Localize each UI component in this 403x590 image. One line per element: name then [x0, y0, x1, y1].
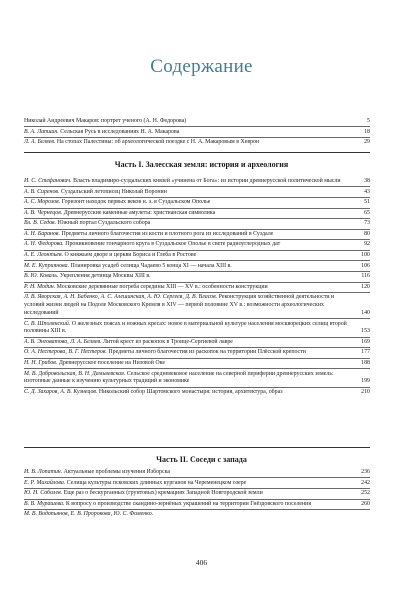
section-divider [24, 152, 370, 153]
toc-entry-title: Реконструкция хозяйственной деятельности и условий жизни людей на Подоле Московского Кремля в XIV — первой половине XV в.: возможности археологических исследований [24, 294, 335, 316]
toc-entry-page: 5 [367, 118, 370, 124]
toc-entry-text [24, 263, 358, 271]
toc-entry-text [24, 220, 358, 228]
toc-entry-page: 92 [364, 241, 370, 248]
toc-entry [24, 349, 370, 357]
toc-entry-author: Р. Н. Модин. [24, 283, 56, 290]
toc-entry-author: А. Н. Федорова. [24, 241, 64, 248]
toc-entry-page: 18 [364, 128, 370, 135]
toc-entry-author: О. А. Нестерова, В. Г. Нестеров. [24, 349, 107, 356]
entry-divider [24, 488, 370, 489]
entry-divider [24, 337, 370, 338]
toc-entry-text [24, 360, 358, 368]
toc-entry [24, 252, 370, 260]
toc-entry-author: М. В. Добровольская, В. Н. Дамьяевская. [24, 370, 126, 377]
toc-entry [24, 490, 370, 498]
toc-entry-title: Планировка усадеб селища Чадаево 5 конца XI — начала XIII в. [70, 262, 232, 269]
toc-entry-author: Л. В. Яворская, А. Н. Бабенко, А. С. Алешинская, А. Ю. Сергеев, Д. В. Власов. [24, 294, 218, 301]
toc-entry-title: Селища культуры псковских длинных курганов на Череменецком озере [66, 479, 247, 486]
toc-entry-text [24, 294, 358, 317]
toc-entry-title: Южный портал Суздальского собора [57, 220, 151, 227]
toc-entry-author: Е. Р. Михайлова. [24, 479, 66, 486]
toc-entry [24, 220, 370, 228]
part1-heading: Часть I. Залесская земля: история и археология [114, 160, 289, 169]
toc-entry-title: Суздальский летописец Николай Воронин [60, 188, 167, 195]
toc-entry [24, 129, 370, 137]
toc-entry-author: Л. А. Беляев. [24, 139, 56, 146]
entry-divider [24, 477, 370, 478]
toc-entry-page: 188 [361, 360, 370, 367]
toc-entry-text [24, 199, 358, 207]
toc-entry-text [24, 273, 358, 281]
toc-entry-text [24, 178, 358, 186]
toc-entry-author: В. Ю. Коваль. [24, 273, 59, 280]
toc-entry-page: 65 [364, 209, 370, 216]
toc-entry [24, 231, 370, 239]
toc-entry-text [24, 501, 358, 509]
toc-entry-text [24, 371, 358, 387]
toc-entry-text [24, 241, 358, 249]
part2-heading: Часть II. Соседи с запада [156, 455, 247, 464]
toc-entry-text [24, 139, 358, 147]
toc-entry-title: Еще раз о бескурганных (грунтовых) кремациях Западной Новгородской земли [63, 490, 263, 497]
toc-entry-page: 80 [364, 230, 370, 237]
toc-entry-text [24, 511, 358, 519]
entry-divider [24, 229, 370, 230]
entry-divider [24, 186, 370, 187]
entry-divider [24, 387, 370, 388]
toc-entry [24, 139, 370, 147]
toc-entry-page: 153 [361, 328, 370, 335]
toc-entry-page: 73 [364, 220, 370, 227]
toc-entry-author: В. В. Мурашева. [24, 500, 65, 507]
entry-divider [24, 250, 370, 251]
toc-entry [24, 241, 370, 249]
toc-entry [24, 360, 370, 368]
toc-entry-title: О железных поясах и ножных кресах: новое в материальной культуре населения москворецких селищ второй половины XIII в. [24, 320, 347, 335]
toc-entry [24, 284, 370, 292]
toc-entry-title: Древнерусские каменные амулеты: христианская символика [63, 209, 216, 216]
toc-entry-title: Никольский собор Шартомского монастыря: история, архитектура, образ [98, 389, 283, 396]
toc-entry-author: А. Е. Леонтьев. [24, 252, 64, 259]
toc-entry-page: 252 [361, 490, 370, 497]
toc-entry-title: Предметы личного благочестия из раскопок на территории Плёсской крепости [108, 349, 306, 356]
toc-entry-page: 236 [361, 469, 370, 475]
toc-entry-text [24, 118, 358, 126]
toc-entry-author: А. С. Морозов. [24, 199, 61, 206]
toc-entry-text [24, 480, 358, 488]
toc-entry [24, 118, 370, 126]
toc-entry [24, 189, 370, 197]
toc-entry-author: И. С. Стефанович. [24, 178, 72, 184]
toc-entry-page: 210 [361, 389, 370, 396]
entry-divider [24, 271, 370, 272]
toc-entry-text [24, 189, 358, 197]
toc-entry-page: 100 [361, 252, 370, 259]
toc-entry-author: С. В. Шполянский. [24, 320, 71, 327]
toc-entry-author: А. В. Чернецов. [24, 209, 63, 216]
toc-entry-page: 51 [364, 199, 370, 206]
part2-entries [24, 469, 370, 519]
toc-entry-title: Предметы личного благочестия из кости и плотного рога из исследований в Суздале [61, 230, 274, 237]
toc-entry-text [24, 252, 358, 260]
page-number: 406 [195, 558, 208, 567]
toc-entry-title: Актуальные проблемы изучения Изборска [63, 469, 170, 475]
part1-entries [24, 178, 370, 397]
toc-entry-title: Укрепления детинца Москвы XIII в. [59, 273, 151, 280]
toc-entry [24, 273, 370, 281]
entry-divider [24, 509, 370, 510]
intro-entries [24, 118, 370, 147]
toc-entry-page: 43 [364, 188, 370, 195]
toc-entry-author: А. Н. Баранов. [24, 230, 60, 237]
toc-entry [24, 178, 370, 186]
toc-entry-text [24, 210, 358, 218]
toc-entry-title: Власть владимиро-суздальских князей «учинена от Бога»: из истории древнерусской политической мысли [73, 178, 341, 184]
toc-entry [24, 480, 370, 488]
toc-entry-page: 169 [361, 338, 370, 345]
toc-entry-author: А. В. Энговатова, Л. А. Беляев. [24, 338, 102, 345]
toc-entry-text [24, 389, 358, 397]
toc-entry-text [24, 469, 358, 477]
toc-entry-page: 260 [361, 500, 370, 507]
toc-entry-text [24, 339, 358, 347]
entry-divider [24, 137, 370, 138]
toc-entry-page: 29 [364, 139, 370, 146]
entry-divider [24, 282, 370, 283]
toc-entry-title: Проникновение гончарного круга в Суздальское Ополье в свете радиоуглеродных дат [65, 241, 281, 248]
toc-entry-title: Литой крест из раскопок в Троице-Сергиевой лавре [103, 338, 233, 345]
toc-entry-author: Ю. Н. Соболев. [24, 490, 63, 497]
toc-entry-page: 199 [361, 378, 370, 385]
toc-entry-author: В. А. Лапшин. [24, 128, 59, 135]
toc-entry-title: Горизонт находок первых веков н. э. в Суздальском Ополье [61, 199, 211, 206]
toc-entry [24, 501, 370, 509]
toc-entry-page: 140 [361, 309, 370, 316]
toc-entry-text [24, 321, 358, 337]
toc-entry [24, 294, 370, 317]
section-divider [24, 447, 370, 448]
toc-entry [24, 210, 370, 218]
toc-entry-author: И. В. Лопатин. [24, 469, 63, 475]
toc-entry-title: Сельская Русь в исследованиях Н. А. Макарова [60, 128, 180, 135]
toc-entry-page: 116 [361, 273, 370, 280]
entry-divider [24, 208, 370, 209]
entry-divider [24, 499, 370, 500]
entry-divider [24, 126, 370, 127]
toc-entry [24, 263, 370, 271]
entry-divider [24, 218, 370, 219]
toc-entry [24, 371, 370, 387]
toc-entry-title: Николай Андреевич Макаров: портрет ученого (А. Н. Федорова) [24, 118, 187, 124]
toc-entry-title: Московские деревянные погреба середины XIII — XV в.: особенности конструкции [56, 283, 268, 290]
entry-divider [24, 197, 370, 198]
toc-entry [24, 321, 370, 337]
toc-entry-title: К вопросу о производстве скандино-зернёных украшений на территории Гнёздовского поселения [65, 500, 312, 507]
toc-entry [24, 339, 370, 347]
toc-entry-title: Древнерусское поселение на Низовой Оке [58, 360, 165, 367]
toc-entry [24, 511, 370, 519]
toc-entry-author: Н. Н. Грибов. [24, 360, 58, 367]
toc-entry-text [24, 231, 358, 239]
toc-entry-author: Вл. В. Седов. [24, 220, 57, 227]
toc-entry-text [24, 349, 358, 357]
toc-entry-title: На стопах Палестины: об археологической поездке с Н. А. Макаровым в Хеврон [56, 139, 260, 146]
toc-entry-page: 120 [361, 283, 370, 290]
entry-divider [24, 358, 370, 359]
toc-entry-text [24, 129, 358, 137]
toc-entry-author: А. В. Сиренов. [24, 188, 60, 195]
toc-entry-text [24, 490, 358, 498]
toc-entry-title: О княжьем дворе и церкви Бориса и Глеба в Ростове [64, 252, 197, 259]
toc-entry [24, 199, 370, 207]
toc-entry-author: С. Д. Захаров, А. В. Кузнецов. [24, 389, 98, 396]
toc-entry [24, 389, 370, 397]
toc-entry-page: 38 [364, 178, 370, 184]
entry-divider [24, 318, 370, 319]
page-title: Содержание [150, 56, 253, 77]
entry-divider [24, 260, 370, 261]
toc-entry-page: 242 [361, 479, 370, 486]
entry-divider [24, 368, 370, 369]
toc-entry-page: 106 [361, 262, 370, 269]
toc-entry [24, 469, 370, 477]
toc-entry-text [24, 284, 358, 292]
toc-entry-title: Сельское средневековое население на северной периферии древнерусских земель: изотопные данные к изучению культурных традиций и экономике [24, 370, 334, 385]
toc-entry-author: М. Е. Куприянова. [24, 262, 70, 269]
toc-entry-page: 177 [361, 349, 370, 356]
toc-entry-author: М. В. Водопьянов, Е. В. Пророкова, Ю. С. Фоменко. [24, 511, 154, 518]
